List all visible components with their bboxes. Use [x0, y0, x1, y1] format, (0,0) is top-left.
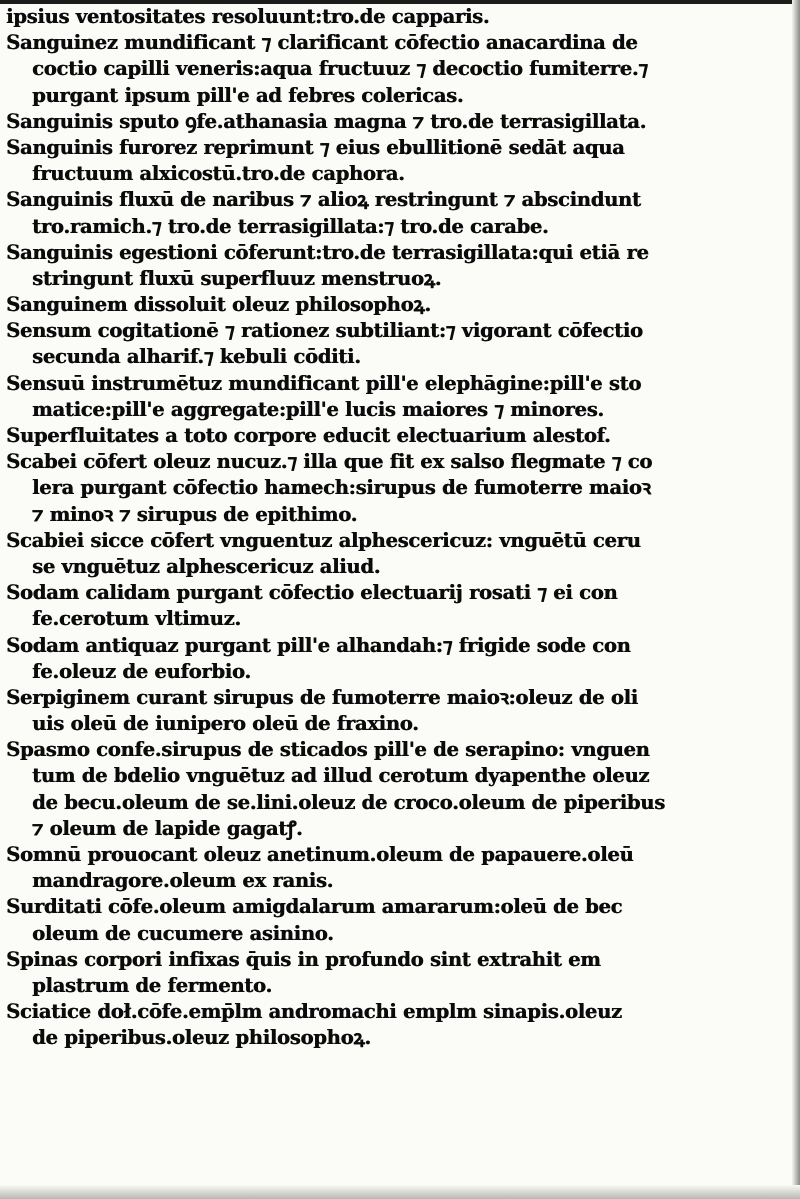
- text-line: Spinas corpori infixas q̄uis in profundo sint extrahit em: [6, 947, 601, 971]
- text-line: fructuum alxicostū.tro.de caphora.: [32, 162, 405, 186]
- text-line: plastrum de fermento.: [32, 973, 272, 997]
- text-column: [6, 4, 788, 1052]
- text-line: Sensum cogitationē ⁊ rationez subtiliant:⁊ vigorant cōfectio: [6, 319, 643, 343]
- text-line: Sciatice doł.cōfe.emp̄lm andromachi emplm sinapis.oleuz: [6, 1000, 622, 1024]
- text-line: Sodam antiquaz purgant pill'e alhandah:⁊ frigide sode con: [6, 633, 631, 657]
- text-line: Sanguinez mundificant ⁊ clarificant cōfectio anacardina de: [6, 31, 638, 55]
- text-line: ⁊ minoꝛ ⁊ sirupus de epithimo.: [32, 502, 358, 526]
- text-line: Sanguinis egestioni cōferunt:tro.de terrasigillata:qui etiā re: [6, 240, 649, 264]
- scan-edge-bottom: [0, 1185, 800, 1199]
- scan-edge-right: [792, 0, 800, 1199]
- text-line: Sodam calidam purgant cōfectio electuarij rosati ⁊ ei con: [6, 581, 618, 605]
- text-line: Somnū prouocant oleuz anetinum.oleum de papauere.oleū: [6, 843, 634, 866]
- text-line: lera purgant cōfectio hamech:sirupus de fumoterre maioꝛ: [32, 476, 651, 500]
- text-line: Scabiei sicce cōfert vnguentuz alphescericuz: vnguētū ceru: [6, 528, 641, 552]
- text-line: matice:pill'e aggregate:pill'e lucis maiores ⁊ minores.: [32, 397, 604, 421]
- text-line: Surditati cōfe.oleum amigdalarum amararum:oleū de bec: [6, 895, 623, 919]
- text-line: stringunt fluxū superfluuz menstruoꝝ.: [32, 266, 442, 290]
- text-line: secunda alharif.⁊ kebuli cōditi.: [32, 345, 361, 369]
- text-line: fe.cerotum vltimuz.: [32, 607, 241, 631]
- text-line: ipsius ventositates resoluunt:tro.de capparis.: [6, 5, 490, 28]
- text-line: Scabei cōfert oleuz nucuz.⁊ illa que fit ex salso flegmate ⁊ co: [6, 450, 652, 474]
- text-line: Sanguinem dissoluit oleuz philosophoꝝ.: [6, 293, 431, 317]
- text-line: Sanguinis furorez reprimunt ⁊ eius ebullitionē sedāt aqua: [6, 135, 625, 159]
- text-line: fe.oleuz de euforbio.: [32, 659, 251, 683]
- text-line: purgant ipsum pill'e ad febres colericas.: [32, 83, 464, 107]
- text-line: de becu.oleum de se.lini.oleuz de croco.oleum de piperibus: [32, 790, 665, 814]
- text-line: uis oleū de iunipero oleū de fraxino.: [32, 712, 419, 736]
- text-line: se vnguētuz alphescericuz aliud.: [32, 554, 381, 578]
- text-line: coctio capilli veneris:aqua fructuuz ⁊ decoctio fumiterre.⁊: [32, 57, 648, 81]
- text-line: de piperibus.oleuz philosophoꝝ.: [32, 1026, 371, 1050]
- text-line: oleum de cucumere asinino.: [32, 921, 334, 945]
- text-line: Sanguinis fluxū de naribus ⁊ alioꝝ restringunt ⁊ abscindunt: [6, 188, 641, 212]
- text-line: ⁊ oleum de lapide gagatꝭ.: [32, 816, 303, 840]
- text-line: Sanguinis sputo ꝯfe.athanasia magna ⁊ tro.de terrasigillata.: [6, 109, 647, 133]
- text-line: mandragore.oleum ex ranis.: [32, 869, 334, 893]
- text-line: tum de bdelio vnguētuz ad illud cerotum dyapenthe oleuz: [32, 764, 650, 788]
- text-line: tro.ramich.⁊ tro.de terrasigillata:⁊ tro.de carabe.: [32, 214, 549, 238]
- text-line: Spasmo confe.sirupus de sticados pill'e de serapino: vnguen: [6, 738, 650, 762]
- text-line: Sensuū instrumētuz mundificant pill'e elephāgine:pill'e sto: [6, 371, 641, 395]
- text-line: Serpiginem curant sirupus de fumoterre maioꝛ:oleuz de oli: [6, 685, 638, 709]
- text-line: Superfluitates a toto corpore educit electuarium alestof.: [6, 424, 611, 447]
